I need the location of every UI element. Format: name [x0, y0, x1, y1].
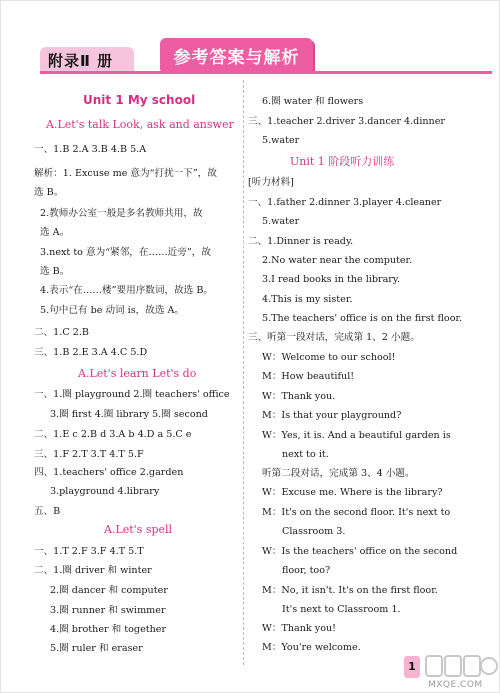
- explanation-line: 选 B。: [34, 187, 64, 198]
- column-divider: [243, 80, 244, 665]
- answer-line: 3.I read books in the library.: [262, 274, 401, 285]
- dialogue-line: M：You're welcome.: [262, 642, 361, 653]
- answer-line: 4.This is my sister.: [262, 294, 353, 305]
- answer-line: 3.playground 4.library: [50, 486, 160, 497]
- answer-line: 一、1.B 2.A 3.B 4.B 5.A: [34, 144, 147, 155]
- explanation-line: 选 B。: [40, 266, 70, 277]
- answer-line: 二、1.E c 2.B d 3.A b 4.D a 5.C e: [34, 429, 192, 440]
- page-number-badge: [404, 656, 420, 678]
- explanation-line: 4.表示“在……楼”要用序数词，故选 B。: [40, 285, 213, 296]
- answer-line: 一、1.father 2.dinner 3.player 4.cleaner: [248, 197, 442, 208]
- dialogue-line: W：Excuse me. Where is the library?: [262, 487, 443, 498]
- answer-line: 四、1.teachers' office 2.garden: [34, 467, 184, 478]
- explanation-line: 解析：1. Excuse me 意为“打扰一下”，故: [34, 168, 217, 179]
- answer-banner: [160, 38, 313, 72]
- appendix-tab-label: 附录Ⅱ 册: [48, 52, 114, 70]
- dialogue-line: W：Is the teachers' office on the second: [262, 546, 458, 557]
- answer-line: 6.圈 water 和 flowers: [262, 96, 364, 107]
- answer-line: 二、1.Dinner is ready.: [248, 236, 354, 247]
- answer-line: 2.圈 dancer 和 computer: [50, 585, 168, 596]
- answer-line: 5.water: [262, 135, 300, 146]
- answer-line: 三、1.B 2.E 3.A 4.C 5.D: [34, 347, 148, 358]
- header-rule: [40, 71, 492, 74]
- dialogue-line: next to it.: [282, 449, 329, 460]
- answer-line: 二、1.圈 driver 和 winter: [34, 565, 152, 576]
- answer-line: 3.圈 runner 和 swimmer: [50, 605, 166, 616]
- page-number: 1: [408, 660, 416, 673]
- watermark-logo: [424, 652, 498, 692]
- watermark-text: MXQE.COM: [428, 680, 483, 690]
- answer-line: 5.The teachers' office is on the first floor.: [262, 313, 463, 324]
- dialogue-line: W：Yes, it is. And a beautiful garden is: [262, 430, 451, 441]
- section-heading-learn: A.Let's learn Let's do: [78, 367, 197, 380]
- answer-line: 5.圈 ruler 和 eraser: [50, 643, 143, 654]
- dialogue-line: floor, too?: [282, 565, 331, 576]
- answer-line: 2.No water near the computer.: [262, 255, 413, 266]
- answer-line: 一、1.圈 playground 2.圈 teachers' office: [34, 389, 230, 400]
- appendix-tab: [40, 47, 134, 71]
- answer-banner-title: 参考答案与解析: [173, 48, 300, 68]
- section-heading-talk: A.Let's talk Look, ask and answer: [46, 118, 234, 131]
- explanation-line: 5.句中已有 be 动词 is，故选 A。: [40, 305, 185, 316]
- section-heading-listening: Unit 1 阶段听力训练: [290, 155, 395, 168]
- dialogue-line: W：Thank you.: [262, 391, 336, 402]
- answer-line: 二、1.C 2.B: [34, 327, 89, 338]
- dialogue-line: M：Is that your playground?: [262, 410, 402, 421]
- answer-line: 三、1.F 2.T 3.T 4.T 5.F: [34, 449, 144, 460]
- explanation-line: 3.next to 意为“紧邻，在……近旁”，故: [40, 247, 211, 258]
- dialogue-line: M：How beautiful!: [262, 371, 355, 382]
- answer-line: 3.圈 first 4.圈 library 5.圈 second: [50, 409, 208, 420]
- explanation-line: 选 A。: [40, 227, 70, 238]
- dialogue-line: It's next to Classroom 1.: [282, 604, 401, 615]
- dialogue-line: W：Thank you!: [262, 623, 337, 634]
- section-heading-spell: A.Let's spell: [104, 523, 173, 536]
- answer-line: 一、1.T 2.F 3.F 4.T 5.T: [34, 546, 144, 557]
- dialogue-line: Classroom 3.: [282, 526, 346, 537]
- answer-line: 三、1.teacher 2.driver 3.dancer 4.dinner: [248, 116, 446, 127]
- unit-title: Unit 1 My school: [83, 93, 196, 107]
- dialogue-line: M：No, it isn't. It's on the first floor.: [262, 585, 438, 596]
- dialogue-line: W：Welcome to our school!: [262, 352, 396, 363]
- answer-line: 五、B: [34, 506, 61, 517]
- question-instruction: 听第二段对话，完成第 3、4 小题。: [262, 468, 415, 479]
- explanation-line: 2.教师办公室一般是多名教师共用，故: [40, 208, 203, 219]
- listening-materials-label: [听力材料]: [248, 177, 294, 188]
- watermark-mark-icon: [424, 652, 498, 682]
- question-instruction: 三、听第一段对话，完成第 1、2 小题。: [248, 332, 420, 343]
- answer-line: 5.water: [262, 216, 300, 227]
- answer-line: 4.圈 brother 和 together: [50, 624, 167, 635]
- dialogue-line: M：It's on the second floor. It's next to: [262, 507, 451, 518]
